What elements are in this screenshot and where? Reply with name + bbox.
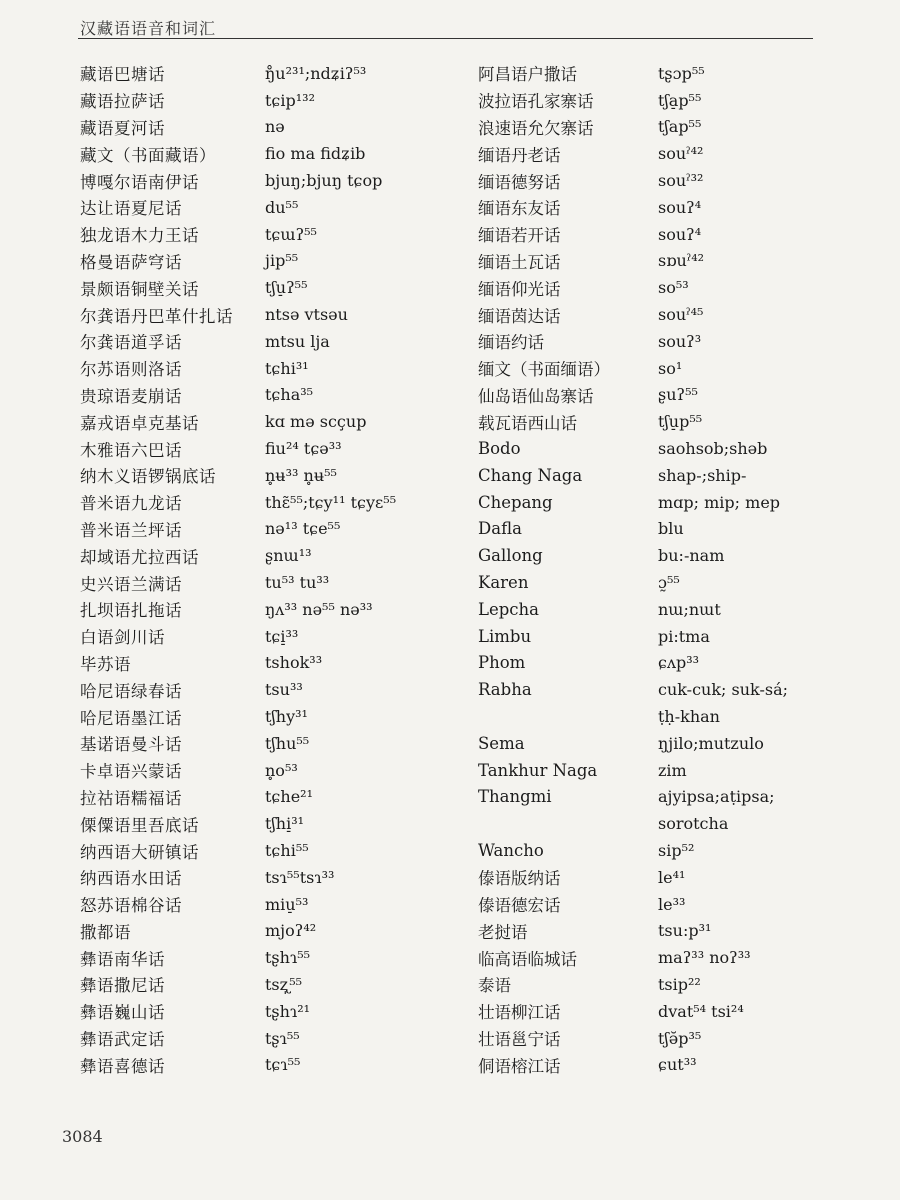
language-name: 载瓦语西山话: [478, 413, 577, 433]
table-row: [80, 382, 470, 409]
language-name: Bodo: [478, 439, 521, 459]
table-row: [478, 918, 898, 945]
language-name: 仙岛语仙岛寨话: [478, 386, 594, 406]
table-row: [478, 516, 898, 543]
language-name: 侗语榕江话: [478, 1056, 561, 1076]
language-name: Chang Naga: [478, 465, 583, 485]
language-name: Karen: [478, 573, 529, 593]
table-row: [478, 971, 898, 998]
word-form: tshok³³: [265, 653, 323, 673]
table-row: [478, 221, 898, 248]
word-form: tʃa̠p⁵⁵: [658, 90, 702, 110]
table-row: [80, 248, 470, 275]
word-form: so¹: [658, 358, 683, 378]
word-form: ʂuʔ⁵⁵: [658, 385, 698, 405]
word-form: nə: [265, 117, 285, 137]
language-name: 彝语喜德话: [80, 1056, 165, 1076]
table-row: [80, 114, 470, 141]
table-row: [80, 730, 470, 757]
page-number: 3084: [62, 1127, 103, 1146]
table-row: [80, 998, 470, 1025]
table-row: [478, 1025, 898, 1052]
table-row: [478, 810, 898, 837]
table-row: [80, 784, 470, 811]
language-name: 波拉语孔家寨话: [478, 92, 594, 112]
table-row: [80, 864, 470, 891]
language-name: 藏语夏河话: [80, 118, 165, 138]
language-name: 傣语版纳话: [478, 869, 561, 889]
word-form: tɕhi⁵⁵: [265, 841, 309, 860]
language-name: 尔苏语则洛话: [80, 360, 182, 380]
table-row: [478, 891, 898, 918]
table-row: [478, 328, 898, 355]
word-form: souʔ³: [658, 331, 702, 351]
table-row: [80, 87, 470, 114]
word-form: sorotcha: [658, 814, 729, 834]
word-form: tɕɿ⁵⁵: [265, 1055, 301, 1075]
word-form: sɒuˀ⁴²: [658, 251, 705, 271]
word-form: jip⁵⁵: [265, 251, 299, 271]
language-name: 缅语土瓦话: [478, 252, 561, 272]
word-form: bu:-nam: [658, 546, 725, 566]
word-form: tɕhi³¹: [265, 358, 309, 378]
word-form: kɑ mə scçup: [265, 412, 367, 432]
word-form: le³³: [658, 894, 686, 914]
table-row: [80, 167, 470, 194]
word-form: ntsə vtsəu: [265, 305, 348, 325]
word-form: nə¹³ tɕe⁵⁵: [265, 519, 341, 539]
table-row: [80, 435, 470, 462]
table-row: [80, 542, 470, 569]
word-form: tʃə̆p³⁵: [658, 1028, 702, 1048]
language-name: Thangmi: [478, 787, 552, 807]
language-name: 壮语柳江话: [478, 1003, 561, 1023]
language-name: 临高语临城话: [478, 949, 577, 969]
language-name: 基诺语曼斗话: [80, 735, 182, 755]
language-name: 彝语撒尼话: [80, 976, 165, 996]
word-form: ŋ̊u²³¹;ndʑiʔ⁵³: [265, 63, 367, 83]
word-form: tɕi̠³³: [265, 626, 299, 646]
table-row: [478, 382, 898, 409]
table-row: [478, 730, 898, 757]
table-row: [80, 462, 470, 489]
language-name: 嘉戎语卓克基话: [80, 413, 199, 433]
table-row: [80, 301, 470, 328]
table-row: [478, 301, 898, 328]
table-row: [80, 274, 470, 301]
language-name: 缅文（书面缅语）: [478, 360, 610, 380]
language-name: 阿昌语户撒话: [478, 65, 577, 85]
word-form: tɕɯʔ⁵⁵: [265, 224, 317, 244]
language-name: Wancho: [478, 841, 544, 860]
table-row: [478, 114, 898, 141]
language-name: Tankhur Naga: [478, 760, 598, 780]
word-form: souˀ⁴⁵: [658, 305, 704, 325]
language-name: 彝语武定话: [80, 1030, 165, 1050]
word-form: ʂnɯ¹³: [265, 546, 312, 566]
word-form: tu⁵³ tu³³: [265, 573, 330, 593]
language-name: 泰语: [478, 976, 511, 996]
language-name: 缅语德努话: [478, 172, 561, 192]
language-name: 哈尼语绿春话: [80, 681, 182, 701]
language-name: 木雅语六巴话: [80, 440, 182, 460]
table-row: [478, 167, 898, 194]
table-row: [478, 623, 898, 650]
language-name: 藏语拉萨话: [80, 92, 165, 112]
language-name: 尔龚语丹巴革什扎话: [80, 306, 233, 326]
table-row: [478, 462, 898, 489]
word-form: sip⁵²: [658, 841, 695, 860]
language-name: Sema: [478, 733, 525, 753]
table-row: [80, 757, 470, 784]
table-row: [80, 328, 470, 355]
table-row: [80, 221, 470, 248]
table-row: [478, 489, 898, 516]
table-row: [80, 140, 470, 167]
table-row: [80, 623, 470, 650]
word-form: ɕut³³: [658, 1055, 697, 1075]
table-row: [80, 355, 470, 382]
language-name: 缅语若开话: [478, 226, 561, 246]
language-name: 浪速语允欠寨话: [478, 118, 594, 138]
language-name: 缅语东友话: [478, 199, 561, 219]
language-name: 白语剑川话: [80, 628, 165, 648]
word-form: le⁴¹: [658, 867, 686, 887]
table-row: [80, 971, 470, 998]
word-form: tsu³³: [265, 680, 303, 700]
table-row: [478, 542, 898, 569]
word-form: souˀ⁴²: [658, 144, 704, 164]
word-form: blu: [658, 519, 684, 539]
table-row: [478, 837, 898, 864]
language-name: Limbu: [478, 626, 532, 646]
table-row: [80, 676, 470, 703]
table-row: [478, 569, 898, 596]
language-name: 拉祜语糯福话: [80, 788, 182, 808]
language-name: 撒都语: [80, 922, 131, 942]
table-row: [478, 864, 898, 891]
table-row: [478, 140, 898, 167]
word-form: du⁵⁵: [265, 197, 299, 217]
word-form: ŋʌ³³ nə⁵⁵ nə³³: [265, 599, 373, 619]
table-row: [80, 489, 470, 516]
word-form: bjuŋ;bjuŋ tɕop: [265, 171, 383, 191]
table-row: [478, 194, 898, 221]
language-name: Phom: [478, 653, 526, 673]
word-form: tsu:p³¹: [658, 921, 712, 941]
table-row: [80, 569, 470, 596]
left-column: [80, 60, 470, 1078]
table-row: [80, 650, 470, 677]
table-row: [80, 1025, 470, 1052]
language-name: 扎坝语扎拖话: [80, 601, 182, 621]
word-form: tsʐ̩⁵⁵: [265, 974, 303, 994]
table-row: [478, 274, 898, 301]
word-form: tʃhi̠³¹: [265, 814, 305, 834]
word-form: tʃhu⁵⁵: [265, 733, 310, 753]
table-row: [80, 703, 470, 730]
table-row: [478, 355, 898, 382]
table-row: [478, 1051, 898, 1078]
word-form: cuk-cuk; suk-sá;: [658, 680, 788, 700]
table-row: [80, 918, 470, 945]
language-name: 达让语夏尼话: [80, 199, 182, 219]
table-row: [478, 757, 898, 784]
language-name: 藏语巴塘话: [80, 65, 165, 85]
word-form: fio ma fidʑib: [265, 144, 366, 164]
word-form: tsɿ⁵⁵tsɿ³³: [265, 867, 335, 887]
language-name: 缅语茵达话: [478, 306, 561, 326]
language-name: 景颇语铜壁关话: [80, 279, 199, 299]
word-form: n̥o⁵³: [265, 760, 298, 780]
word-form: tʃhy³¹: [265, 707, 308, 727]
language-name: Dafla: [478, 519, 522, 539]
table-row: [478, 703, 898, 730]
language-name: 贵琼语麦崩话: [80, 386, 182, 406]
word-form: ɔ̰⁵⁵: [658, 573, 680, 593]
table-row: [478, 408, 898, 435]
table-row: [80, 596, 470, 623]
table-row: [80, 1051, 470, 1078]
word-form: tɕip¹³²: [265, 90, 315, 110]
language-name: 纳西语水田话: [80, 869, 182, 889]
word-form: mjoʔ⁴²: [265, 921, 317, 941]
word-form: fiu²⁴ tɕə³³: [265, 439, 342, 459]
word-form: tsip²²: [658, 974, 701, 994]
language-name: Chepang: [478, 492, 553, 512]
language-name: 却域语尤拉西话: [80, 547, 199, 567]
table-row: [478, 998, 898, 1025]
table-row: [478, 596, 898, 623]
right-column: [478, 60, 898, 1078]
table-row: [478, 944, 898, 971]
table-row: [478, 676, 898, 703]
word-form: n̥ʉ³³ n̥ʉ⁵⁵: [265, 465, 337, 485]
table-row: [80, 891, 470, 918]
language-name: 缅语约话: [478, 333, 544, 353]
language-name: 史兴语兰满话: [80, 574, 182, 594]
table-row: [80, 408, 470, 435]
language-name: 藏文（书面藏语）: [80, 145, 216, 165]
table-row: [80, 944, 470, 971]
word-form: shap-;ship-: [658, 465, 747, 485]
language-name: Lepcha: [478, 599, 539, 619]
language-name: 独龙语木力王话: [80, 226, 199, 246]
table-row: [80, 60, 470, 87]
word-form: tʂhɿ⁵⁵: [265, 948, 311, 968]
language-name: 怒苏语棉谷话: [80, 896, 182, 916]
word-form: tɕha³⁵: [265, 385, 314, 405]
table-row: [478, 248, 898, 275]
word-form: ajyipsa;aṭipsa;: [658, 787, 775, 807]
language-name: Gallong: [478, 546, 543, 566]
language-name: 傣语德宏话: [478, 896, 561, 916]
word-form: dvat⁵⁴ tsi²⁴: [658, 1001, 744, 1021]
word-form: thɛ̃⁵⁵;tɕy¹¹ tɕyɛ⁵⁵: [265, 492, 397, 512]
table-row: [478, 784, 898, 811]
language-name: Rabha: [478, 680, 532, 700]
word-form: ṭḥ-khan: [658, 707, 720, 727]
language-name: 普米语兰坪话: [80, 520, 182, 540]
word-form: pi:tma: [658, 626, 710, 646]
word-form: mɑp; mip; mep: [658, 492, 781, 512]
language-name: 博嘎尔语南伊话: [80, 172, 199, 192]
language-name: 格曼语萨穹话: [80, 252, 182, 272]
word-form: tɕhe²¹: [265, 787, 313, 807]
word-form: zim: [658, 760, 687, 780]
language-name: 彝语南华话: [80, 949, 165, 969]
language-name: 彝语巍山话: [80, 1003, 165, 1023]
language-name: 老挝语: [478, 922, 528, 942]
table-row: [478, 60, 898, 87]
table-row: [478, 435, 898, 462]
language-name: 普米语九龙话: [80, 494, 182, 514]
word-form: nɯ;nɯt: [658, 599, 721, 619]
language-name: 傈僳语里吾底话: [80, 815, 199, 835]
table-row: [478, 87, 898, 114]
table-row: [478, 650, 898, 677]
language-name: 毕苏语: [80, 654, 131, 674]
word-form: souʔ⁴: [658, 224, 702, 244]
language-name: 纳西语大研镇话: [80, 842, 199, 862]
running-header: 汉藏语语音和词汇: [80, 19, 217, 38]
language-name: 卡卓语兴蒙话: [80, 762, 182, 782]
word-form: tʂɔp⁵⁵: [658, 63, 705, 83]
word-form: souʔ⁴: [658, 197, 702, 217]
word-form: saohsob;shəb: [658, 439, 768, 459]
word-form: tʂɿ⁵⁵: [265, 1028, 300, 1048]
language-name: 纳木义语锣锅底话: [80, 467, 216, 487]
word-form: mtsu lja: [265, 331, 330, 351]
word-form: tʃu̠ʔ⁵⁵: [265, 278, 308, 298]
table-row: [80, 516, 470, 543]
language-name: 缅语丹老话: [478, 145, 561, 165]
language-name: 壮语邕宁话: [478, 1030, 561, 1050]
word-form: so⁵³: [658, 278, 689, 298]
language-name: 哈尼语墨江话: [80, 708, 182, 728]
table-row: [80, 810, 470, 837]
table-row: [80, 837, 470, 864]
word-form: maʔ³³ noʔ³³: [658, 948, 751, 968]
word-form: tʃap⁵⁵: [658, 117, 702, 137]
header-rule: [78, 38, 813, 39]
table-row: [80, 194, 470, 221]
word-form: souˀ³²: [658, 171, 704, 191]
word-form: ŋjilo;mutzulo: [658, 733, 764, 753]
language-name: 缅语仰光话: [478, 279, 561, 299]
word-form: tʂhɿ²¹: [265, 1001, 311, 1021]
word-form: miu̠⁵³: [265, 894, 309, 914]
word-form: ɕʌp³³: [658, 653, 700, 673]
word-form: tʃu̠p⁵⁵: [658, 412, 703, 432]
language-name: 尔龚语道孚话: [80, 333, 182, 353]
